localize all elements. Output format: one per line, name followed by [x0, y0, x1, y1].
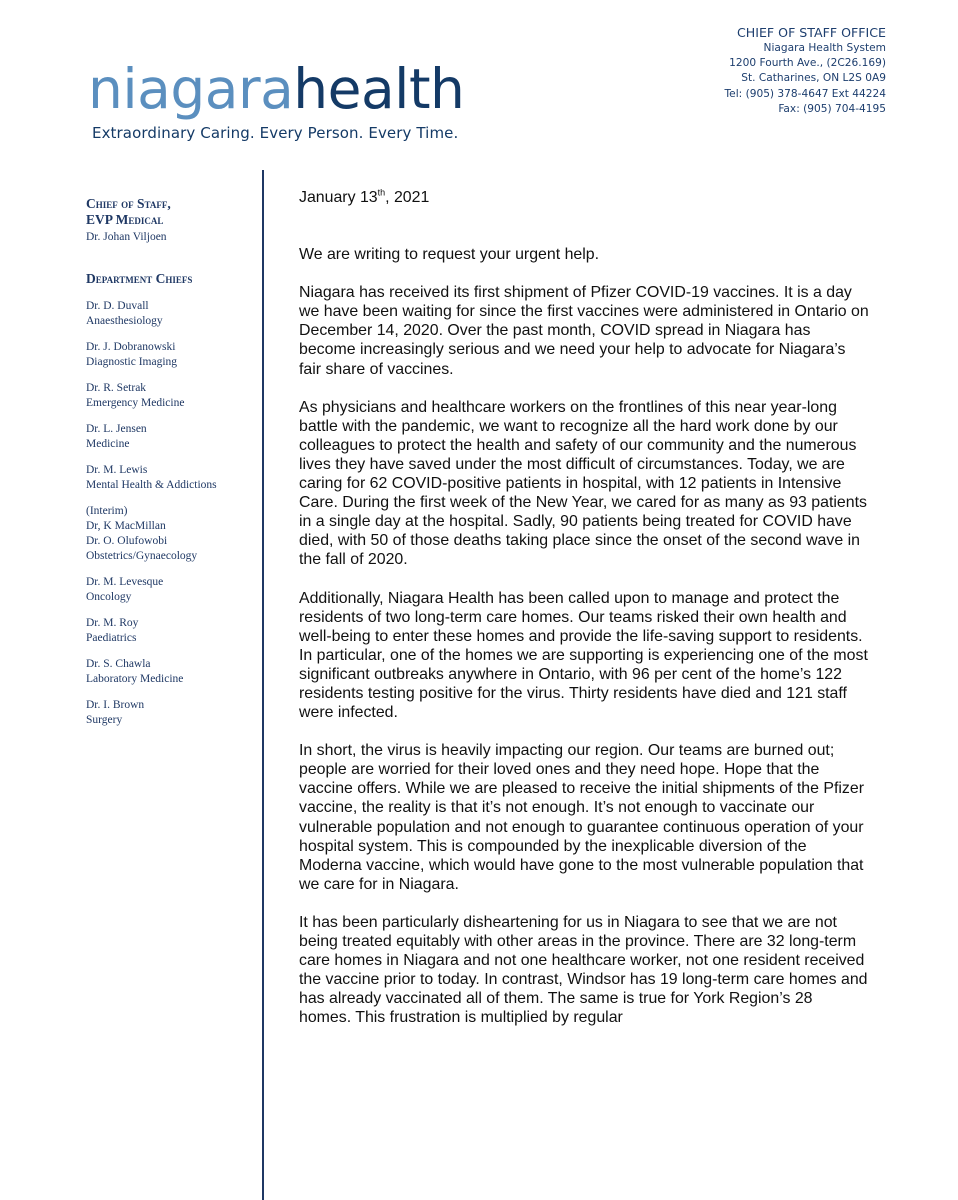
department-chief-entry: [86, 616, 256, 646]
department-name: Obstetrics/Gynaecology: [86, 550, 198, 562]
letter-paragraph: We are writing to request your urgent help.: [299, 246, 600, 264]
department-name: Oncology: [86, 591, 132, 603]
department-name: Laboratory Medicine: [86, 673, 184, 685]
logo-word-part2: health: [293, 57, 465, 121]
date-month-day: January 13: [299, 189, 378, 206]
letter-date: [299, 188, 869, 207]
department-name: Medicine: [86, 438, 130, 450]
date-ordinal-suffix: th: [377, 187, 386, 198]
department-name: Paediatrics: [86, 632, 137, 644]
sidebar-heading-chief-line1: Chief of Staff,: [86, 196, 171, 211]
department-chief-entry: [86, 504, 256, 564]
department-chief-entry: [86, 299, 256, 329]
department-chief-entry: [86, 381, 256, 411]
sidebar-divider: [262, 170, 264, 1200]
sidebar-heading-department-chiefs: Department Chiefs: [86, 271, 193, 286]
office-org: Niagara Health System: [763, 42, 886, 54]
department-chief-entry: [86, 340, 256, 370]
office-fax: Fax: (905) 704-4195: [778, 102, 886, 115]
department-chief-entry: [86, 463, 256, 493]
chief-name: Dr. L. Jensen: [86, 423, 147, 435]
office-address-block: [725, 24, 886, 117]
department-name: Emergency Medicine: [86, 397, 185, 409]
niagara-health-logo: [88, 57, 465, 121]
letter-paragraph: In short, the virus is heavily impacting our region. Our teams are burned out; people are worried for their loved ones and they need hope. Hope that the vaccine offers. While we are pleased to receive the initial shipments of the Pfizer vaccine, the reality is that it’s not enough. It’s not enough to vaccinate our vulnerable population and not enough to guarantee continuous operation of your hospital system. This is compounded by the inexplicable diversion of the Moderna vaccine, which would have gone to the most vulnerable population that we care for in Niagara.: [299, 742, 864, 893]
department-chief-entry: [86, 698, 256, 728]
chief-name: Dr. M. Levesque: [86, 576, 164, 588]
department-name: Surgery: [86, 714, 123, 726]
letter-body: [299, 188, 869, 1046]
letter-paragraph: Niagara has received its first shipment of Pfizer COVID-19 vaccines. It is a day we have been waiting for since the first vaccines were administered in Ontario on December 14, 2020. Over the past month, COVID spread in Niagara has become increasingly serious and we need your help to advocate for Niagara’s fair share of vaccines.: [299, 284, 869, 378]
office-phone: Tel: (905) 378-4647 Ext 44224: [724, 87, 886, 100]
letter-paragraph: It has been particularly disheartening for us in Niagara to see that we are not being treated equitably with other areas in the province. There are 32 long-term care homes in Niagara and not one healthcare worker, not one resident received the vaccine prior to today. In contrast, Windsor has 19 long-term care homes and has already vaccinated all of them. The same is true for York Region’s 28 homes. This frustration is multiplied by regular: [299, 913, 868, 1027]
chief-name: Dr. J. Dobranowski: [86, 341, 176, 353]
chief-name: Dr. M. Lewis: [86, 464, 148, 476]
chief-name: Dr, K MacMillan: [86, 520, 166, 532]
office-address-line1: 1200 Fourth Ave., (2C26.169): [729, 57, 886, 70]
chief-of-staff-name: Dr. Johan Viljoen: [86, 231, 167, 243]
department-chief-entry: [86, 657, 256, 687]
department-name: Mental Health & Addictions: [86, 479, 217, 491]
letter-paragraph: Additionally, Niagara Health has been called upon to manage and protect the residents of two long-term care homes. Our teams risked their own health and well-being to enter these homes and provide the life-saving support to residents. In particular, one of the homes we are supporting is experiencing one of the most significant outbreaks anywhere in Ontario, with 96 per cent of the home’s 122 residents testing positive for the virus. Thirty residents have died and 121 staff were infected.: [299, 589, 868, 722]
letterhead-sidebar: [86, 196, 256, 739]
office-title: CHIEF OF STAFF OFFICE: [736, 25, 886, 40]
chief-name: Dr. D. Duvall: [86, 300, 149, 312]
interim-note: (Interim): [86, 505, 128, 517]
office-address-line2: St. Catharines, ON L2S 0A9: [741, 72, 886, 85]
logo-tagline: Extraordinary Caring. Every Person. Every Time.: [92, 124, 459, 142]
department-name: Anaesthesiology: [86, 315, 163, 327]
chief-name: Dr. I. Brown: [86, 699, 145, 711]
department-chief-entry: [86, 422, 256, 452]
department-chief-entry: [86, 575, 256, 605]
logo-word-part1: niagara: [88, 57, 294, 121]
department-name: Diagnostic Imaging: [86, 356, 178, 368]
chief-name: Dr. S. Chawla: [86, 658, 151, 670]
chief-name: Dr. R. Setrak: [86, 382, 147, 394]
sidebar-heading-chief-line2: EVP Medical: [86, 212, 164, 227]
letter-paragraph: As physicians and healthcare workers on the frontlines of this near year-long battle with the pandemic, we want to recognize all the hard work done by our colleagues to protect the health and safety of our community and the numerous lives they have saved under the most difficult of circumstances. Today, we are caring for 62 COVID-positive patients in hospital, with 12 patients in Intensive Care. During the first week of the New Year, we cared for as many as 93 patients in a single day at the hospital. Sadly, 90 patients being treated for COVID have died, with 50 of those deaths taking place since the onset of the second wave in the fall of 2020.: [299, 398, 867, 569]
chief-name: Dr. M. Roy: [86, 617, 139, 629]
chief-name-second: Dr. O. Olufowobi: [86, 535, 168, 547]
date-year: , 2021: [385, 189, 430, 206]
